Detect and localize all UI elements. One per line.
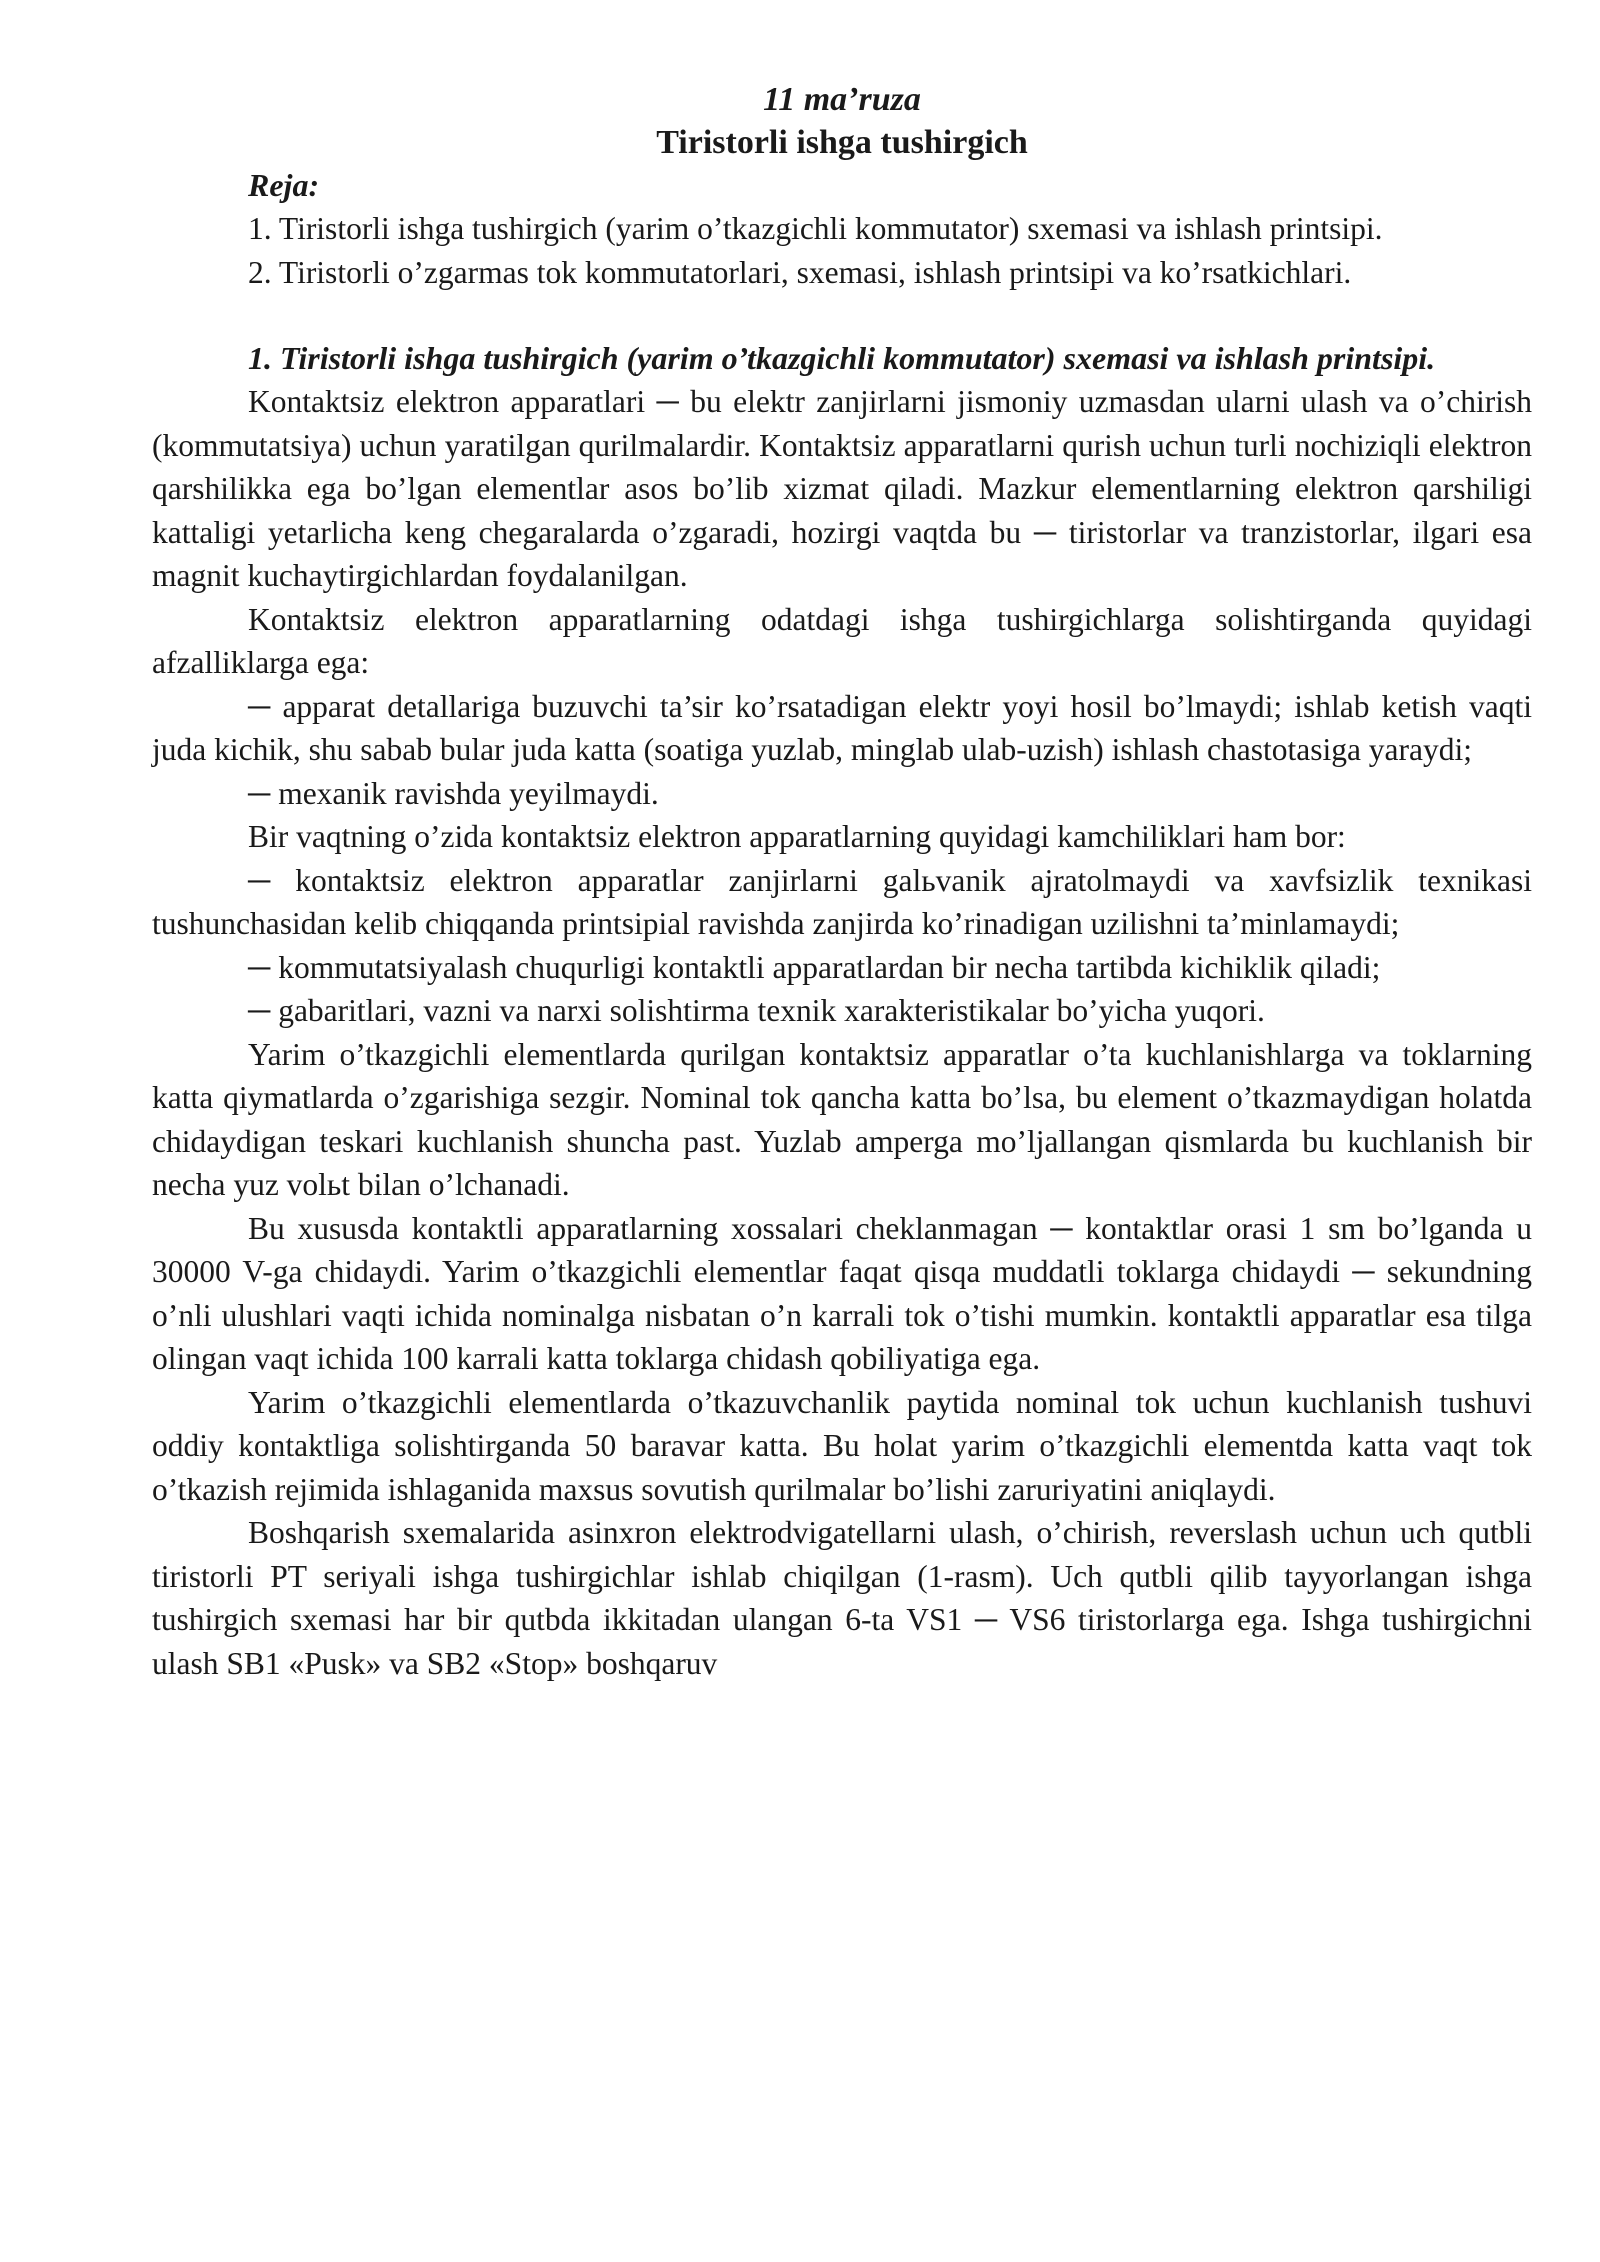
paragraph-2: Kontaktsiz elektron apparatlarning odatdagi ishga tushirgichlarga solishtirganda quyidagi afzalliklarga ega: (152, 601, 1532, 680)
paragraph-3: Bir vaqtning o’zida kontaktsiz elektron apparatlarning quyidagi kamchiliklari ham bor: (248, 819, 1346, 854)
lecture-title: Tiristorli ishga tushirgich (656, 124, 1028, 161)
bullet-2: ─ mexanik ravishda yeyilmaydi. (248, 775, 659, 811)
bullet-5: ─ gabaritlari, vazni va narxi solishtirma texnik xarakteristikalar bo’yicha yuqori. (248, 993, 1265, 1028)
plan-item-1: 1. Tiristorli ishga tushirgich (yarim o’tkazgichli kommutator) sxemasi va ishlash printsipi. (248, 211, 1383, 246)
plan-heading: Reja: (248, 167, 320, 203)
bullet-4: ─ kommutatsiyalash chuqurligi kontaktli apparatlardan bir necha tartibda kichiklik qiladi; (248, 949, 1381, 985)
paragraph-1: Kontaktsiz elektron apparatlari ─ bu elektr zanjirlarni jismoniy uzmasdan ularni ulash va o’chirish (kommutatsiya) uchun yaratilgan qurilmalardir. Kontaktsiz apparatlarni qurish uchun turli nochiziqli elektron qarshilikka ega bo’lgan elementlar asos bo’lib xizmat qiladi. Mazkur elementlarning elektron qarshiligi kattaligi yetarlicha keng chegaralarda o’zgaradi, hozirgi vaqtda bu ─ tiristorlar va tranzistorlar, ilgari esa magnit kuchaytirgichlardan foydalanilgan. (152, 384, 1532, 593)
document-page (152, 78, 1532, 1685)
bullet-3: ─ kontaktsiz elektron apparatlar zanjirlarni galьvanik ajratolmaydi va xavfsizlik texnikasi tushunchasidan kelib chiqqanda printsipial ravishda zanjirda ko’rinadigan uzilishni ta’minlamaydi; (152, 862, 1532, 941)
bullet-1: ─ apparat detallariga buzuvchi ta’sir ko’rsatadigan elektr yoyi hosil bo’lmaydi; ishlab ketish vaqti juda kichik, shu sabab bular juda katta (soatiga yuzlab, minglab ulab-uzish) ishlash chastotasiga yaraydi; (152, 688, 1532, 767)
section-1 (152, 337, 1532, 1685)
paragraph-7: Boshqarish sxemalarida asinxron elektrodvigatellarni ulash, o’chirish, reverslash uchun uch qutbli tiristorli PT seriyali ishga tushirgichlar ishlab chiqilgan (1-rasm). Uch qutbli qilib tayyorlangan ishga tushirgich sxemasi har bir qutbda ikkitadan ulangan 6-ta VS1 ─ VS6 tiristorlarga ega. Ishga tushirgichni ulash SB1 «Pusk» va SB2 «Stop» boshqaruv (152, 1515, 1532, 1681)
spacer (152, 294, 1532, 337)
paragraph-4: Yarim o’tkazgichli elementlarda qurilgan kontaktsiz apparatlar o’ta kuchlanishlarga va toklarning katta qiymatlarda o’zgarishiga sezgir. Nominal tok qancha katta bo’lsa, bu element o’tkazmaydigan holatda chidaydigan teskari kuchlanish shuncha past. Yuzlab amperga mo’ljallangan qismlarda bu kuchlanish bir necha yuz volьt bilan o’lchanadi. (152, 1036, 1532, 1202)
plan-item-2: 2. Tiristorli o’zgarmas tok kommutatorlari, sxemasi, ishlash printsipi va ko’rsatkichlari. (248, 254, 1352, 290)
lecture-number: 11 ma’ruza (763, 81, 921, 118)
section-heading: 1. Tiristorli ishga tushirgich (yarim o’tkazgichli kommutator) sxemasi va ishlash printsipi. (248, 340, 1436, 376)
paragraph-5: Bu xususda kontaktli apparatlarning xossalari cheklanmagan ─ kontaktlar orasi 1 sm bo’lganda u 30000 V-ga chidaydi. Yarim o’tkazgichli elementlar faqat qisqa muddatli toklarga chidaydi ─ sekundning o’nli ulushlari vaqti ichida nominalga nisbatan o’n karrali tok o’tishi mumkin. kontaktli apparatlar esa tilga olingan vaqt ichida 100 karrali katta toklarga chidash qobiliyatiga ega. (152, 1210, 1532, 1376)
paragraph-6: Yarim o’tkazgichli elementlarda o’tkazuvchanlik paytida nominal tok uchun kuchlanish tushuvi oddiy kontaktliga solishtirganda 50 baravar katta. Bu holat yarim o’tkazgichli elementda katta vaqt tok o’tkazish rejimida ishlaganida maxsus sovutish qurilmalar bo’lishi zaruriyatini aniqlaydi. (152, 1384, 1532, 1507)
plan-block (152, 164, 1532, 294)
